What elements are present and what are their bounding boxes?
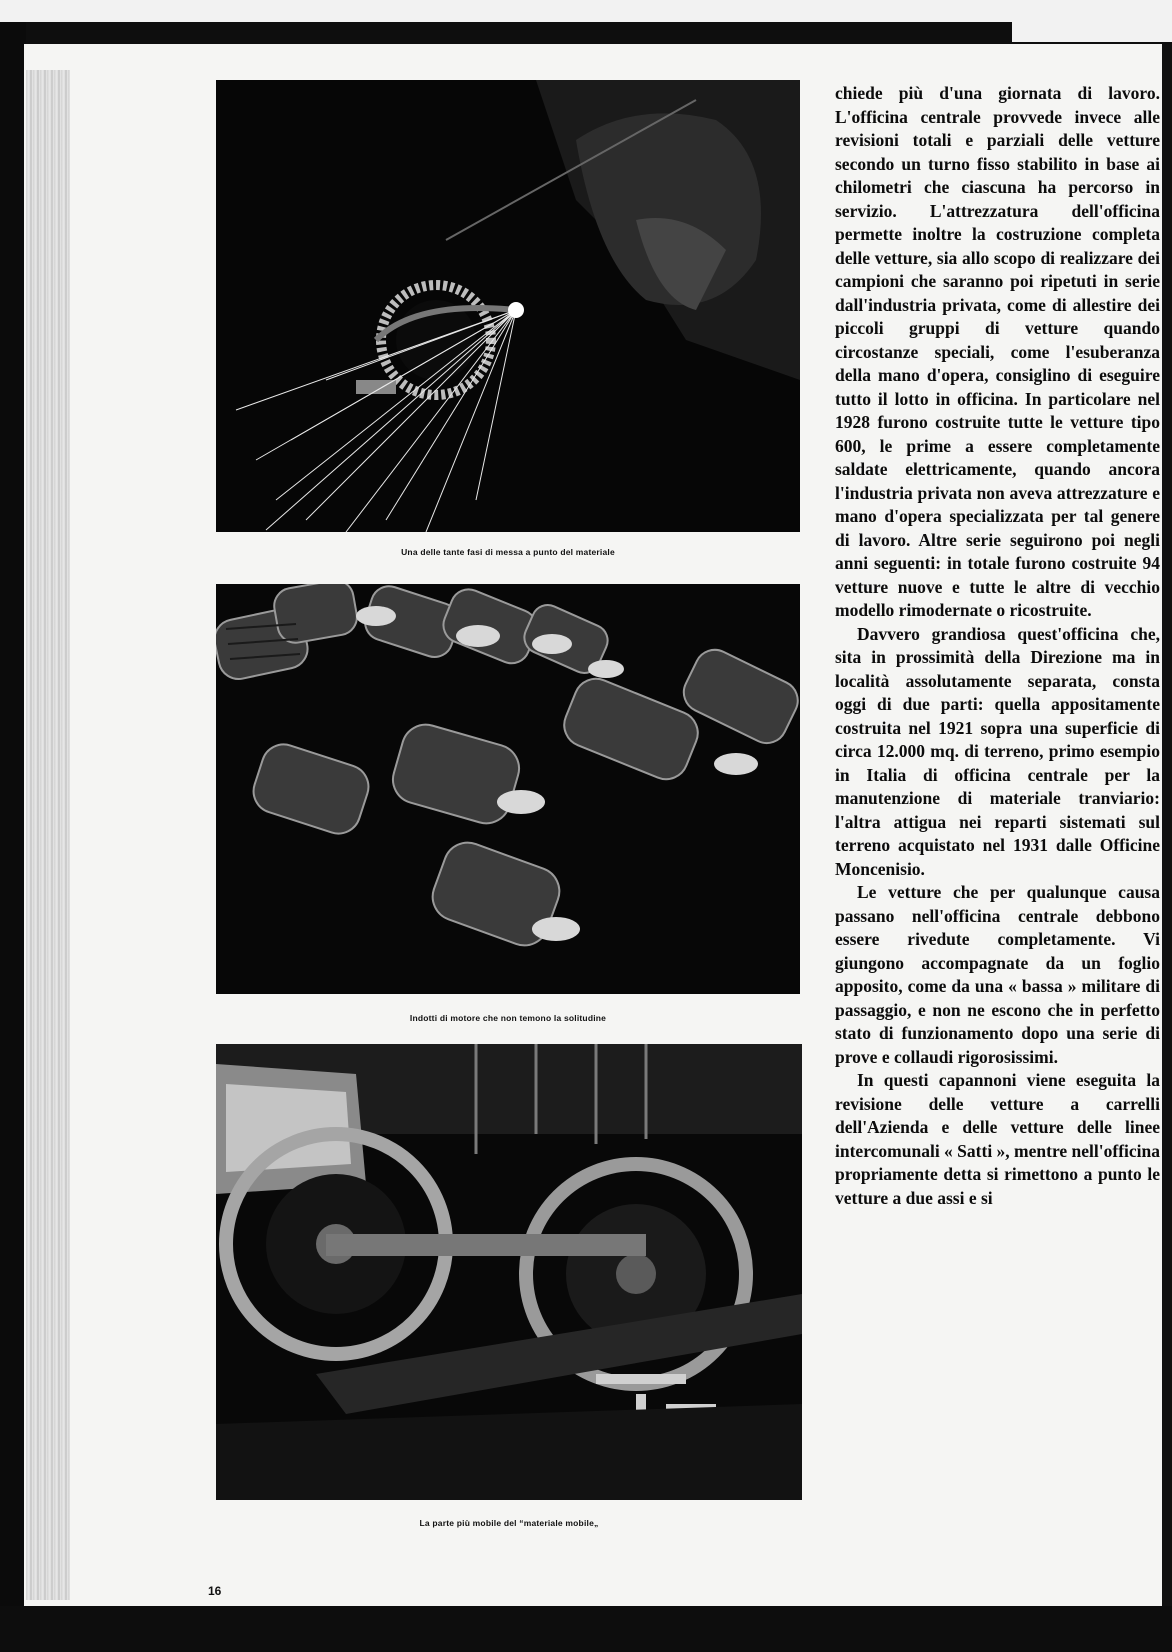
paragraph-4: In questi capannoni viene eseguita la revisione delle vetture a carrelli dell'Azienda e delle vetture delle linee intercomunali « Satti », mentre nell'officina propriamente detta si rimettono a punto le vetture a due assi e si: [835, 1070, 1161, 1208]
caption-photo-3: La parte più mobile del “materiale mobile„: [419, 1518, 599, 1528]
photo-tram-wheels: [216, 1044, 802, 1500]
page-stack-edges: [26, 70, 70, 1600]
tram-wheels-image: [216, 1044, 802, 1500]
photo-motor-armatures: [216, 584, 800, 994]
scan-border-top: [0, 22, 1012, 44]
caption-photo-2: Indotti di motore che non temono la solitudine: [409, 1013, 607, 1023]
motor-armatures-image: [216, 584, 800, 994]
page-number: 16: [208, 1584, 222, 1598]
caption-photo-1: Una delle tante fasi di messa a punto del materiale: [401, 547, 615, 557]
photo-welding-sparks: [216, 80, 800, 532]
article-text-column: [835, 82, 1160, 1210]
paragraph-1: chiede più d'una giornata di lavoro. L'officina centrale provvede invece alle revisioni totali e parziali delle vetture secondo un turno fisso stabilito in base ai chilometri che ciascuna ha percorso in servizio. L'attrezzatura dell'officina permette inoltre la costruzione completa delle vetture, sia allo scopo di realizzare dei campioni che saranno poi ripetuti in serie dall'industria privata, come di allestire dei piccoli gruppi di vetture quando circostanze speciali, come l'esuberanza della mano d'opera, consiglino di eseguire tutto il lotto in officina. In particolare nel 1928 furono costruite tutte le vetture tipo 600, le prime a essere completamente saldate elettricamente, quando ancora l'industria privata non aveva attrezzature e mano d'opera specializzata per tal genere di lavoro. Altre serie seguirono poi negli anni seguenti: in totale furono costruite 94 vetture nuove e tutte le altre di vecchio modello rimodernate o ricostruite.: [835, 83, 1160, 620]
paragraph-3: Le vetture che per qualunque causa passano nell'officina centrale debbono essere rivedute completamente. Vi giungono accompagnate da un foglio apposito, come da una « bassa » militare di passaggio, e non ne escono che in perfetto stato di funzionamento dopo una serie di prove e collaudi rigorosissimi.: [835, 882, 1160, 1067]
welding-sparks-image: [216, 80, 800, 532]
scan-border-bottom: [0, 1606, 1172, 1652]
paragraph-2: Davvero grandiosa quest'officina che, sita in prossimità della Direzione ma in località assolutamente separata, consta oggi di due parti: quella appositamente costruita nel 1921 sopra una superficie di circa 12.000 mq. di terreno, primo esempio in Italia di officina centrale per la manutenzione di materiale tranviario: l'altra attigua nei reparti sistemati sul terreno acquistato nel 1931 dalle Officine Moncenisio.: [835, 623, 1160, 879]
scan-border-left: [0, 22, 26, 1652]
